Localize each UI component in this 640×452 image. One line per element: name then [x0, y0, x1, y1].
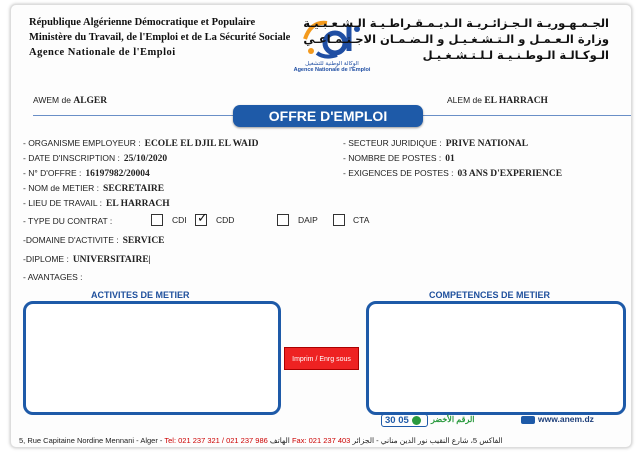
cdd-checkbox[interactable]: [195, 210, 208, 226]
footer-address: [19, 436, 503, 445]
ministry-fr: Ministère du Travail, de l'Emploi et de La Sécurité Sociale: [29, 32, 291, 43]
domaine-label: -DOMAINE D'ACTIVITE :: [23, 235, 119, 245]
fax: Fax: 021 237 403: [291, 436, 351, 445]
exigences-value: 03 ANS D'EXPERIENCE: [457, 169, 563, 179]
activites-textarea[interactable]: [23, 301, 281, 415]
republic-ar: الجـمـهـوريـة الـجـزائـريـة الـديـمـقـراطـيـة الـشـعـبـيـة: [303, 16, 609, 30]
activites-heading: ACTIVITES DE METIER: [91, 290, 190, 300]
alem-field: [447, 95, 548, 106]
offre-value: 16197982/20004: [85, 169, 150, 179]
metier-label: - NOM de METIER :: [23, 183, 100, 193]
lieu-value: EL HARRACH: [106, 199, 170, 209]
website: [521, 414, 594, 424]
print-save-button[interactable]: Imprim / Enrg sous: [284, 347, 359, 370]
tel: Tel: 021 237 321 / 021 237 986: [164, 436, 268, 445]
organisme-row: [23, 137, 258, 150]
metier-value: SECRETAIRE: [103, 184, 165, 194]
form-title: OFFRE D'EMPLOI: [233, 105, 423, 127]
alem-label: ALEM de: [447, 95, 482, 105]
agency-fr: Agence Nationale de l'Emploi: [29, 47, 176, 58]
offre-row: [23, 167, 150, 180]
checkmark-icon: ✓: [197, 210, 208, 225]
job-offer-form: [10, 4, 632, 448]
secteur-value: PRIVE NATIONAL: [445, 139, 529, 149]
awem-value: ALGER: [73, 96, 108, 106]
ministry-ar: وزارة الـعـمـل و الـتـشـغـيـل و الـضـمـان الاجـتـمـاعـي: [303, 32, 609, 46]
cdd-label: CDD: [216, 215, 235, 225]
postes-row: [343, 152, 455, 165]
metier-row: [23, 182, 164, 195]
cta-checkbox[interactable]: [333, 214, 345, 226]
cta-label: CTA: [353, 215, 370, 225]
date-value: 25/10/2020: [123, 154, 168, 164]
lieu-label: - LIEU DE TRAVAIL :: [23, 198, 103, 208]
hotline-badge: [381, 414, 428, 427]
cdi-checkbox[interactable]: [151, 214, 163, 226]
fax-ar: الفاكس: [479, 436, 503, 445]
offre-label: - N° D'OFFRE :: [23, 168, 82, 178]
republic-fr: République Algérienne Démocratique et Populaire: [29, 17, 256, 28]
domaine-value: SERVICE: [122, 236, 165, 246]
contrat-label: - TYPE DU CONTRAT :: [23, 216, 113, 226]
website-url: www.anem.dz: [538, 414, 594, 424]
exigences-row: [343, 167, 562, 180]
logo-french: Agence Nationale de l'Emploi: [293, 67, 371, 73]
organisme-label: - ORGANISME EMPLOYEUR :: [23, 138, 141, 148]
secteur-row: [343, 137, 528, 150]
date-row: [23, 152, 167, 165]
address-fr: 5, Rue Capitaine Nordine Mennani - Alger -: [19, 436, 163, 445]
diplome-label: -DIPLOME :: [23, 254, 69, 264]
secteur-label: - SECTEUR JURIDIQUE :: [343, 138, 442, 148]
avantages-label: - AVANTAGES :: [23, 272, 83, 282]
daip-label: DAIP: [298, 215, 318, 225]
awem-label: AWEM de: [33, 95, 71, 105]
phone-icon: [412, 416, 421, 425]
domaine-row: [23, 234, 165, 247]
header-left: [29, 15, 290, 60]
postes-value: 01: [445, 154, 455, 164]
hotline-number: 30 05: [385, 415, 409, 426]
date-label: - DATE D'INSCRIPTION :: [23, 153, 120, 163]
alem-value: EL HARRACH: [484, 96, 548, 106]
hotline-arabic: الرقم الأخضر: [431, 415, 475, 424]
lieu-row: [23, 197, 170, 210]
diplome-row: [23, 253, 151, 266]
cdi-label: CDI: [172, 215, 187, 225]
header-right: [303, 15, 609, 63]
daip-checkbox[interactable]: [277, 214, 289, 226]
logo-arabic: الوكالة الوطنية للتشغيل: [305, 61, 359, 67]
exigences-label: - EXIGENCES DE POSTES :: [343, 168, 454, 178]
organisme-value: ECOLE EL DJIL EL WAID: [144, 139, 259, 149]
address-ar: 5، شارع النقيب نور الدين مناني - الجزائر: [352, 436, 478, 445]
postes-label: - NOMBRE DE POSTES :: [343, 153, 442, 163]
competences-textarea[interactable]: [366, 301, 626, 415]
mail-icon: [521, 416, 535, 424]
tel-ar: الهاتف: [269, 436, 290, 445]
diplome-value: UNIVERSITAIRE|: [72, 255, 151, 265]
competences-heading: COMPETENCES DE METIER: [429, 290, 551, 300]
awem-field: [33, 95, 107, 106]
agency-ar: الـوكـالـة الـوطـنـيـة لـلـتـشـغـيـل: [422, 48, 609, 62]
